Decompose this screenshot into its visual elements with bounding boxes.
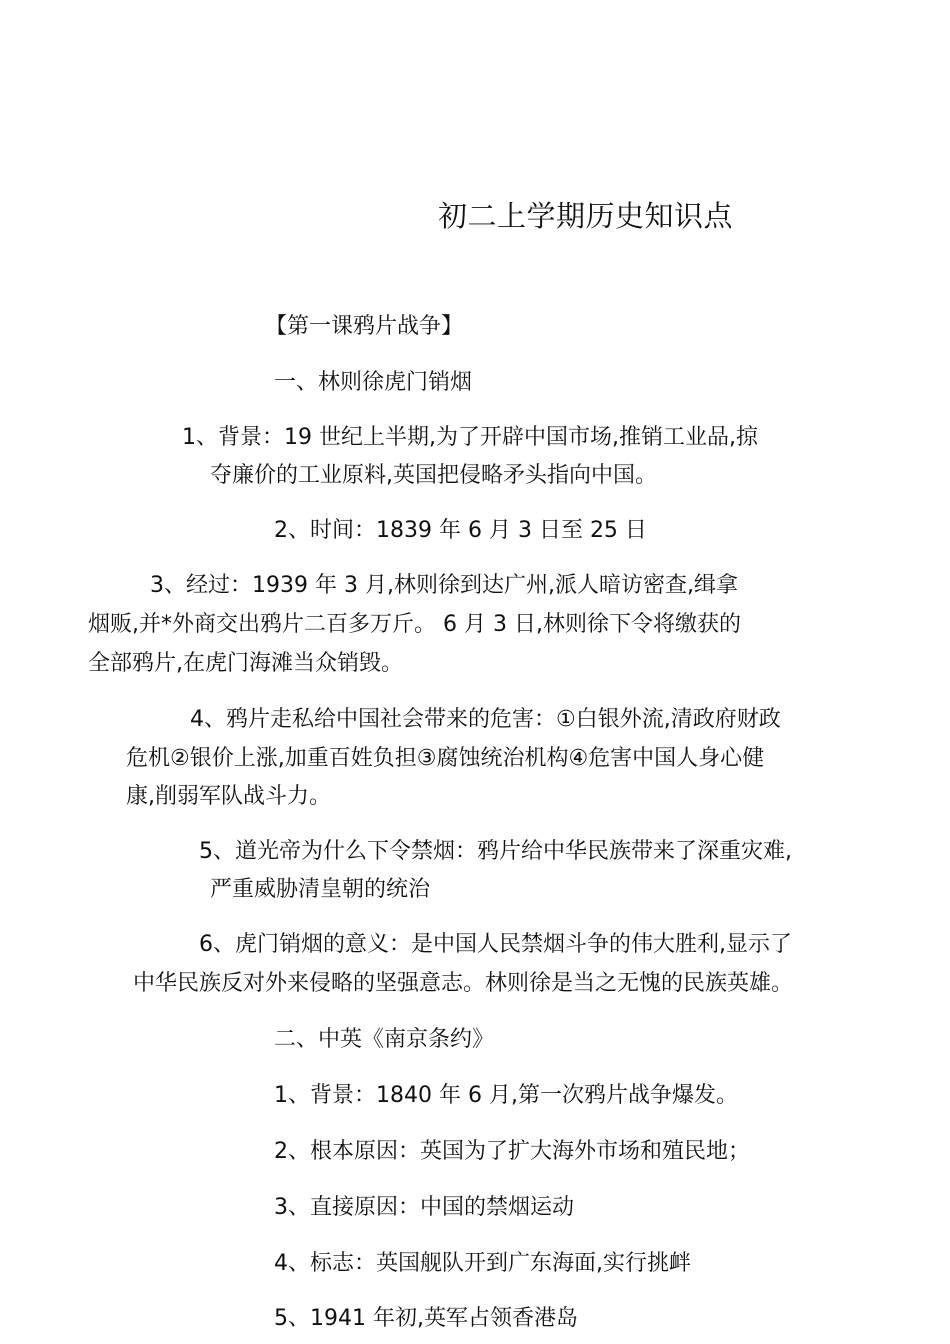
s1-item3-line1: 3、经过：1939 年 3 月,林则徐到达广州,派人暗访密查,缉拿 xyxy=(150,573,738,598)
s2-item4: 4、标志：英国舰队开到广东海面,实行挑衅 xyxy=(274,1251,691,1276)
page-title: 初二上学期历史知识点 xyxy=(438,199,734,233)
s1-item6-line2: 中华民族反对外来侵略的坚强意志。林则徐是当之无愧的民族英雄。 xyxy=(133,971,794,996)
s1-item4-line3: 康,削弱军队战斗力。 xyxy=(126,784,331,809)
section-heading-1: 一、林则徐虎门销烟 xyxy=(274,370,473,395)
s2-item3: 3、直接原因：中国的禁烟运动 xyxy=(274,1195,574,1220)
s1-item3-line3: 全部鸦片,在虎门海滩当众销毁。 xyxy=(88,651,403,676)
s1-item3-line2: 烟贩,并*外商交出鸦片二百多万斤。 6 月 3 日,林则徐下令将缴获的 xyxy=(88,612,741,637)
s1-item6-line1: 6、虎门销烟的意义：是中国人民禁烟斗争的伟大胜利,显示了 xyxy=(199,932,792,957)
s1-item5-line1: 5、道光帝为什么下令禁烟：鸦片给中华民族带来了深重灾难, xyxy=(199,839,792,864)
s1-item4-line1: 4、鸦片走私给中国社会带来的危害：①白银外流,清政府财政 xyxy=(190,707,781,732)
s1-item4-line2: 危机②银价上涨,加重百姓负担③腐蚀统治机构④危害中国人身心健 xyxy=(126,746,765,771)
s1-item1-line1: 1、背景：19 世纪上半期,为了开辟中国市场,推销工业品,掠 xyxy=(182,425,758,450)
s1-item2: 2、时间：1839 年 6 月 3 日至 25 日 xyxy=(274,518,647,543)
s2-item2: 2、根本原因：英国为了扩大海外市场和殖民地； xyxy=(274,1139,750,1164)
section-heading-2: 二、中英《南京条约》 xyxy=(274,1027,495,1052)
s1-item1-line2: 夺廉价的工业原料,英国把侵略矛头指向中国。 xyxy=(210,463,657,488)
s2-item5: 5、1941 年初,英军占领香港岛 xyxy=(274,1306,578,1331)
s2-item1: 1、背景：1840 年 6 月,第一次鸦片战争爆发。 xyxy=(274,1083,738,1108)
lesson-heading: 【第一课鸦片战争】 xyxy=(265,314,464,339)
s1-item5-line2: 严重威胁清皇朝的统治 xyxy=(210,877,431,902)
